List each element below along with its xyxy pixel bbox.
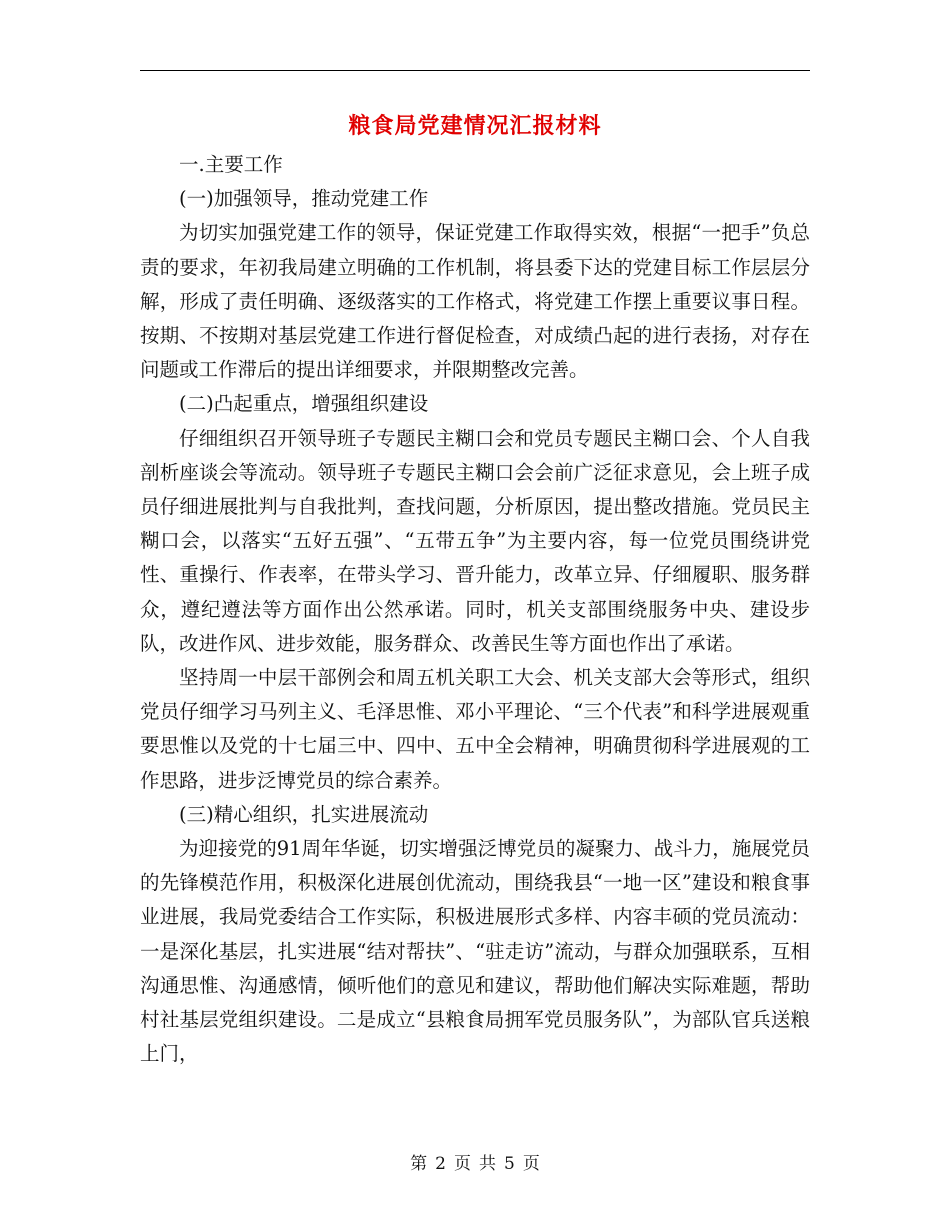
- subsection-heading: (一)加强领导，推动党建工作: [179, 187, 429, 211]
- document-body: [140, 148, 810, 1071]
- document-title: 粮食局党建情况汇报材料: [348, 113, 602, 139]
- page-footer: [0, 1152, 950, 1176]
- total-pages: 5: [504, 1154, 515, 1174]
- header-rule: [140, 70, 810, 71]
- footer-suffix: 页: [522, 1154, 540, 1174]
- section-heading: 一.主要工作: [179, 153, 283, 176]
- footer-total-label: 共: [479, 1154, 496, 1174]
- page-number: 2: [435, 1154, 446, 1174]
- footer-page-word: 页: [454, 1154, 471, 1174]
- subsection-heading: (二)凸起重点，增强组织建设: [179, 392, 429, 416]
- body-paragraph: 仔细组织召开领导班子专题民主糊口会和党员专题民主糊口会、个人自我剖析座谈会等流动。领导班子专题民主糊口会会前广泛征求意见，会上班子成员仔细进展批判与自我批判，查找问题，分析原因，提出整改措施。党员民主糊口会，以落实“五好五强”、“五带五争”为主要内容，每一位党员围绕讲党性、重操行、作表率，在带头学习、晋升能力，改革立异、仔细履职、服务群众，遵纪遵法等方面作出公然承诺。同时，机关支部围绕服务中央、建设步队，改进作风、进步效能，服务群众、改善民生等方面也作出了承诺。: [140, 426, 810, 655]
- body-paragraph: 为迎接党的91周年华诞，切实增强泛博党员的凝聚力、战斗力，施展党员的先锋模范作用，积极深化进展创优流动，围绕我县“一地一区”建设和粮食事业进展，我局党委结合工作实际，积极进展形式多样、内容丰硕的党员流动：一是深化基层，扎实进展“结对帮扶”、“驻走访”流动，与群众加强联系，互相沟通思惟、沟通感情，倾听他们的意见和建议，帮助他们解决实际难题，帮助村社基层党组织建设。二是成立“县粮食局拥军党员服务队”，为部队官兵送粮上门，: [140, 837, 810, 1066]
- subsection-heading: (三)精心组织，扎实进展流动: [179, 802, 429, 826]
- body-paragraph: 为切实加强党建工作的领导，保证党建工作取得实效，根据“一把手”负总责的要求，年初我局建立明确的工作机制，将县委下达的党建目标工作层层分解，形成了责任明确、逐级落实的工作格式，将党建工作摆上重要议事日程。按期、不按期对基层党建工作进行督促检查，对成绩凸起的进行表扬，对存在问题或工作滞后的提出详细要求，并限期整改完善。: [140, 221, 810, 382]
- footer-prefix: 第: [410, 1154, 428, 1174]
- body-paragraph: 坚持周一中层干部例会和周五机关职工大会、机关支部大会等形式，组织党员仔细学习马列主义、毛泽思惟、邓小平理论、“三个代表”和科学进展观重要思惟以及党的十七届三中、四中、五中全会精神，明确贯彻科学进展观的工作思路，进步泛博党员的综合素养。: [140, 666, 810, 792]
